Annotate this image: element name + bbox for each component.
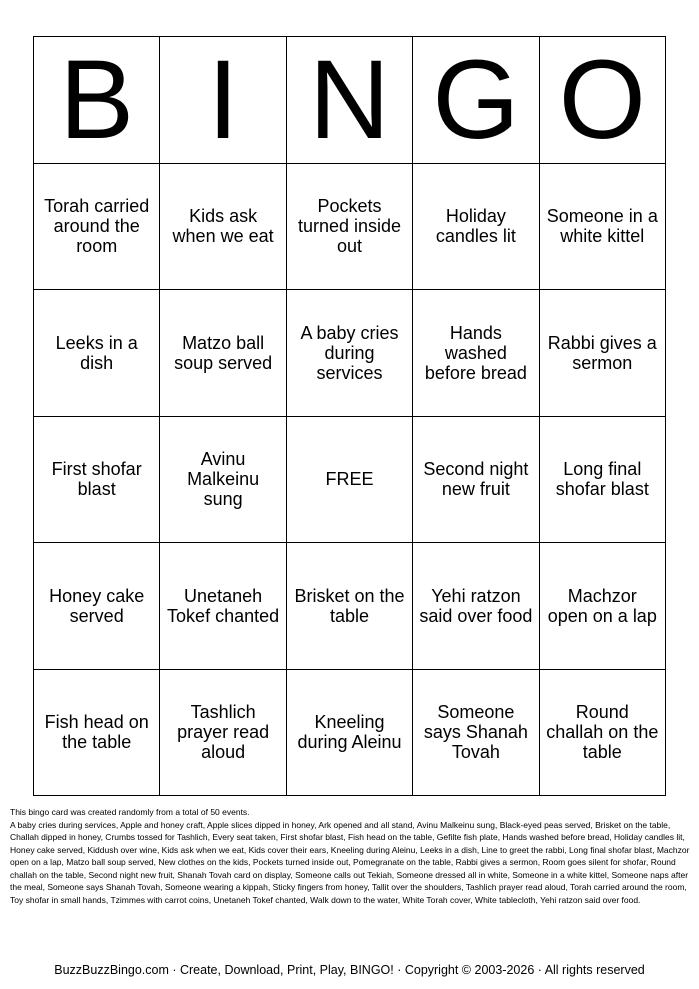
bingo-square: Yehi ratzon said over food — [413, 543, 539, 670]
bingo-square: First shofar blast — [34, 417, 160, 544]
bingo-square: Tashlich prayer read aloud — [160, 670, 286, 797]
bingo-square: Kneeling during Aleinu — [287, 670, 413, 797]
free-space: FREE — [287, 417, 413, 544]
card-info-intro: This bingo card was created randomly from a total of 50 events. — [10, 807, 250, 817]
bingo-square: Second night new fruit — [413, 417, 539, 544]
bingo-square: Someone in a white kittel — [540, 164, 666, 291]
bingo-square: Fish head on the table — [34, 670, 160, 797]
bingo-square: Unetaneh Tokef chanted — [160, 543, 286, 670]
bingo-square: Machzor open on a lap — [540, 543, 666, 670]
bingo-square: Someone says Shanah Tovah — [413, 670, 539, 797]
bingo-square: A baby cries during services — [287, 290, 413, 417]
header-letter-o: O — [540, 37, 666, 164]
bingo-square: Long final shofar blast — [540, 417, 666, 544]
bingo-square: Kids ask when we eat — [160, 164, 286, 291]
bingo-square: Leeks in a dish — [34, 290, 160, 417]
bingo-card — [33, 36, 666, 796]
bingo-square: Matzo ball soup served — [160, 290, 286, 417]
bingo-square: Pockets turned inside out — [287, 164, 413, 291]
header-letter-n: N — [287, 37, 413, 164]
bingo-square: Brisket on the table — [287, 543, 413, 670]
header-letter-g: G — [413, 37, 539, 164]
card-info-event-list: A baby cries during services, Apple and honey craft, Apple slices dipped in honey, Ark opened and all stand, Avinu Malkeinu sung, Black-eyed peas served, Brisket on the table, Challah dipped in honey, Crumbs tossed for Tashlich, Every seat taken, First shofar blast, Fish head on the table, Gefilte fish plate, Hands washed before bread, Holiday candles lit, Honey cake served, Kiddush over wine, Kids ask when we eat, Kids cover their ears, Kneeling during Aleinu, Leeks in a dish, Line to greet the rabbi, Long final shofar blast, Machzor open on a lap, Matzo ball soup served, New clothes on the kids, Pockets turned inside out, Pomegranate on the table, Rabbi gives a sermon, Room goes silent for shofar, Round challah on the table, Second night new fruit, Shanah Tovah card on display, Someone calls out Tekiah, Someone dressed all in white, Someone in a white kittel, Someone naps after the meal, Someone says Shanah Tovah, Someone wearing a kippah, Sticky fingers from honey, Tallit over the shoulders, Tashlich prayer read aloud, Torah carried around the room, Toy shofar in small hands, Tzimmes with carrot coins, Unetaneh Tokef chanted, Walk down to the water, White Torah cover, White tablecloth, Yehi ratzon said over food. — [10, 819, 690, 905]
card-info — [10, 806, 690, 906]
bingo-square: Avinu Malkeinu sung — [160, 417, 286, 544]
bingo-square: Holiday candles lit — [413, 164, 539, 291]
header-letter-b: B — [34, 37, 160, 164]
footer-copyright: BuzzBuzzBingo.com · Create, Download, Print, Play, BINGO! · Copyright © 2003-2026 · All rights reserved — [54, 963, 645, 977]
header-letter-i: I — [160, 37, 286, 164]
bingo-square: Honey cake served — [34, 543, 160, 670]
bingo-square: Torah carried around the room — [34, 164, 160, 291]
bingo-square: Hands washed before bread — [413, 290, 539, 417]
bingo-square: Rabbi gives a sermon — [540, 290, 666, 417]
bingo-square: Round challah on the table — [540, 670, 666, 797]
